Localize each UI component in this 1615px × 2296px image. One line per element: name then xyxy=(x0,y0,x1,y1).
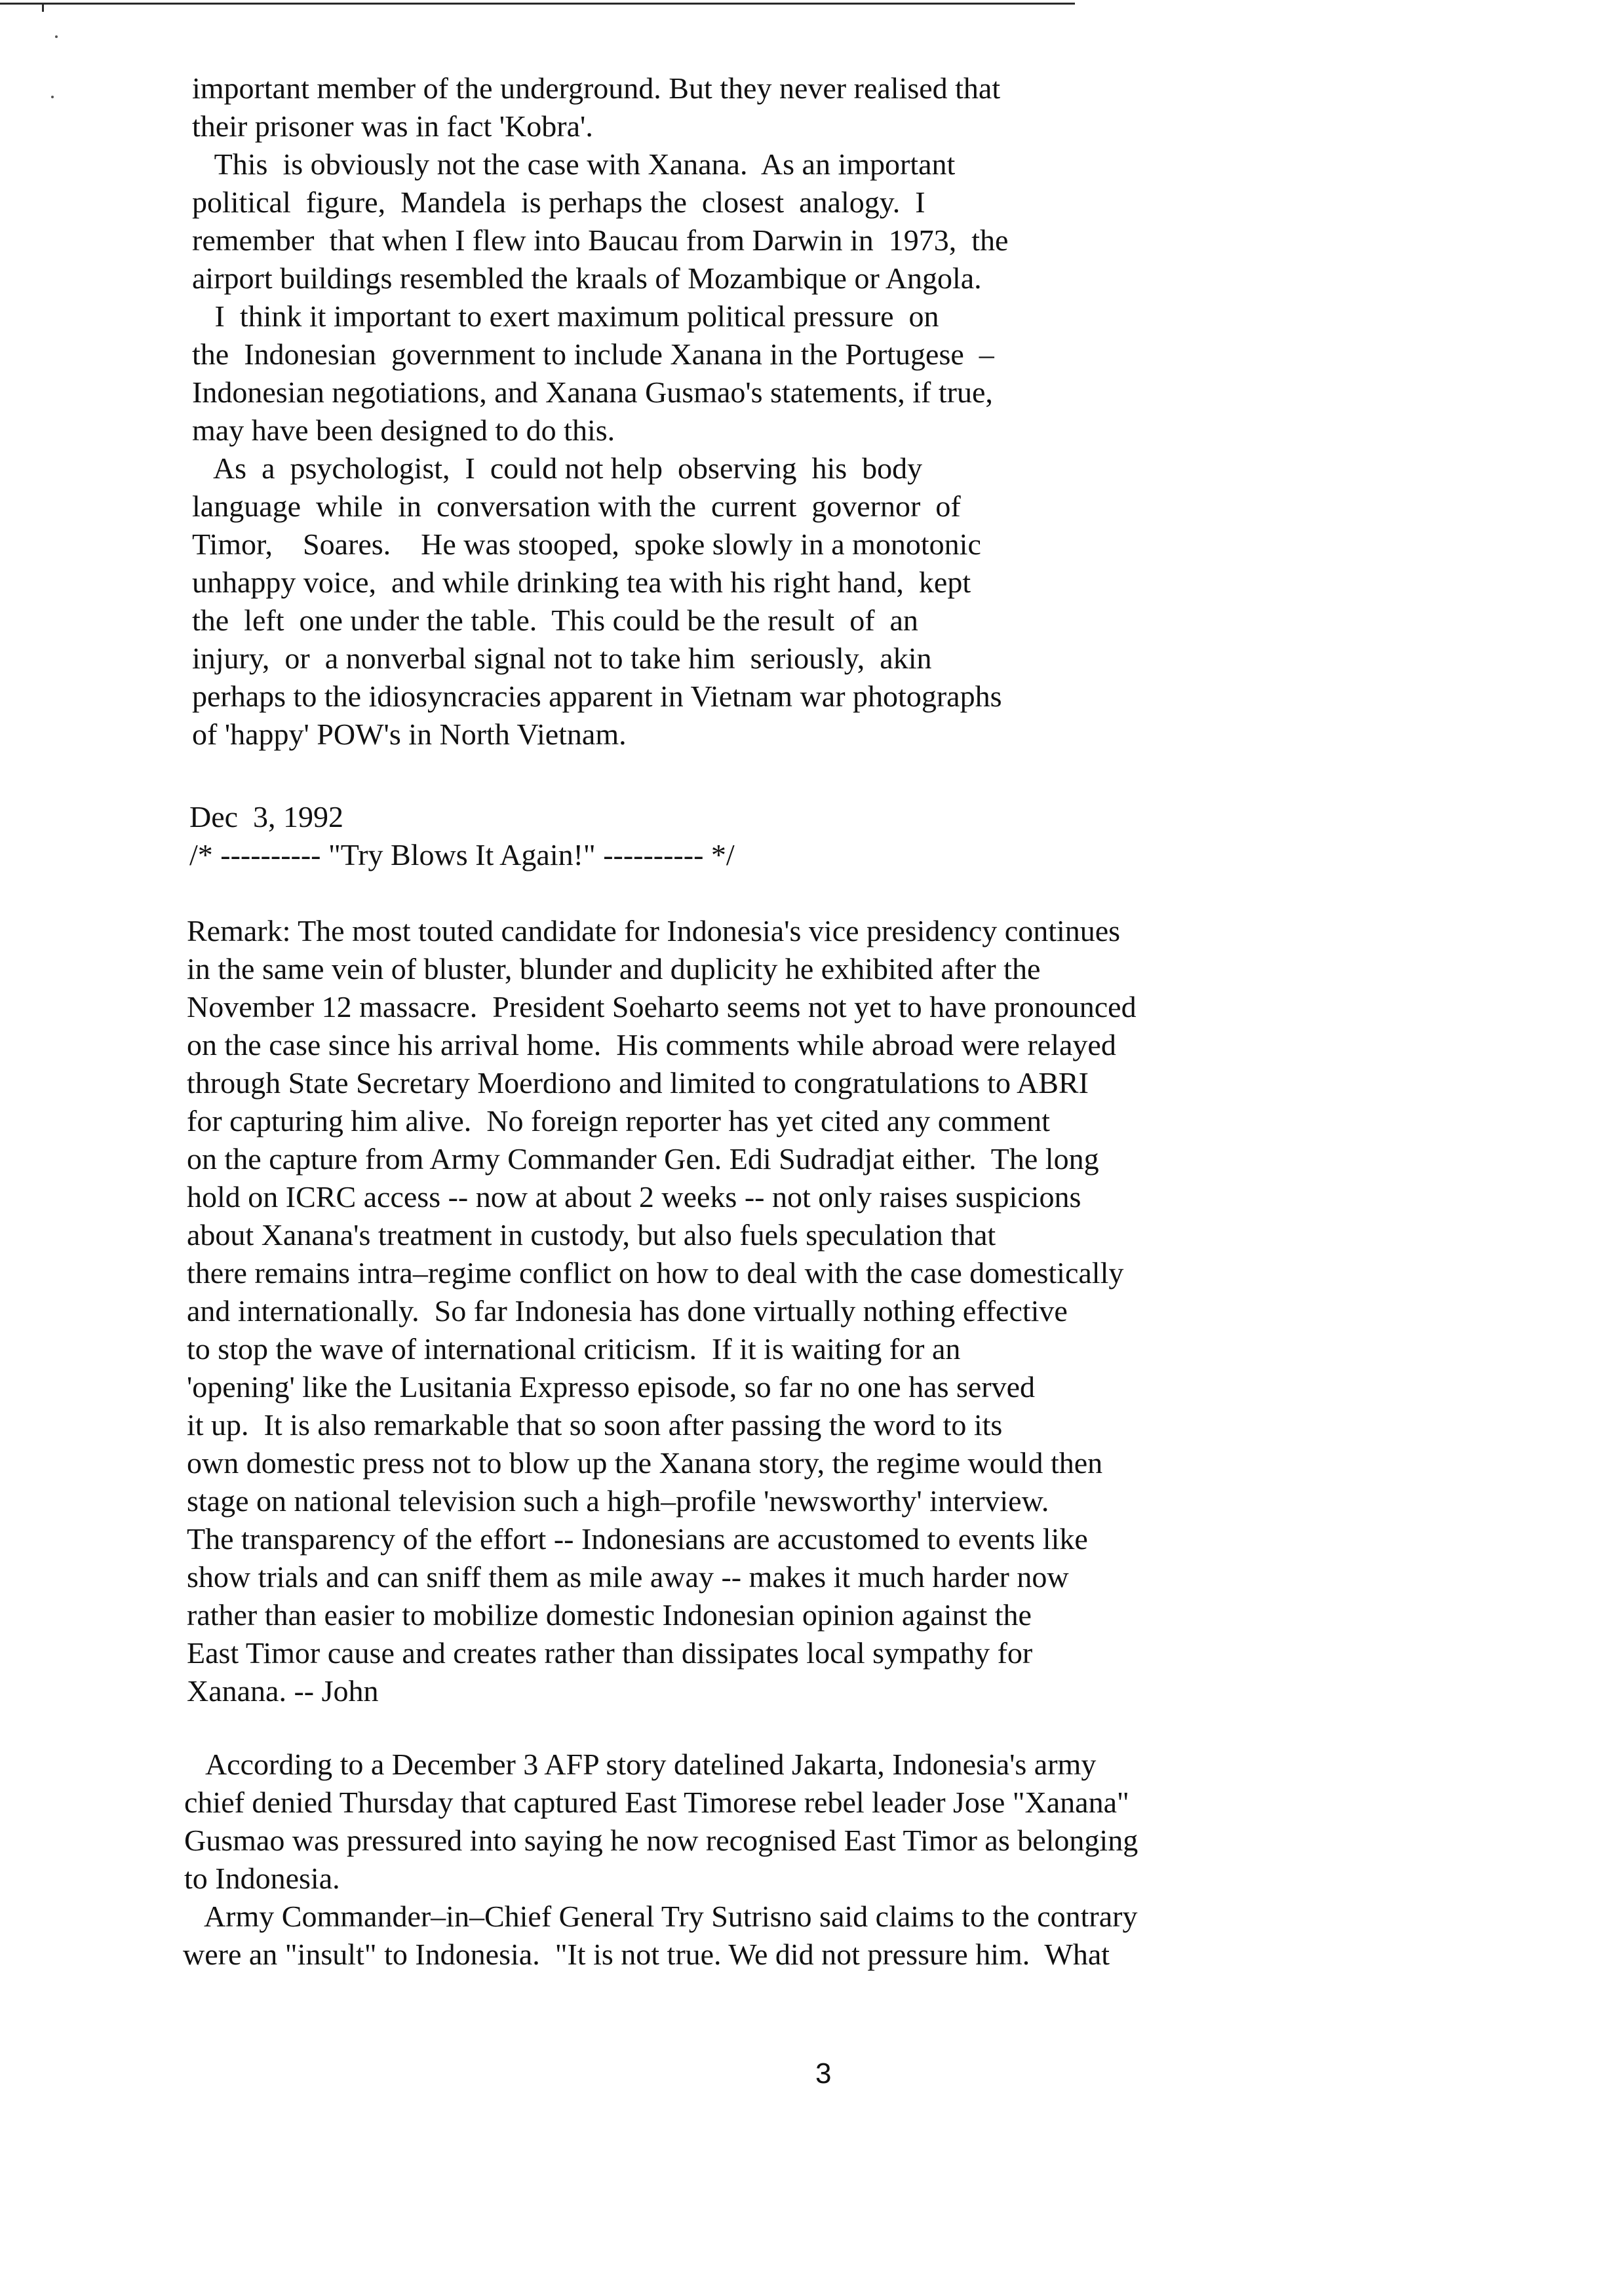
text-line: perhaps to the idiosyncracies apparent in Vietnam war photographs xyxy=(192,679,1002,713)
headline-line: /* ---------- "Try Blows It Again!" ---------- */ xyxy=(189,838,735,871)
text-line: stage on national television such a high–profile 'newsworthy' interview. xyxy=(187,1484,1049,1518)
text-line: to Indonesia. xyxy=(184,1862,340,1895)
text-line: show trials and can sniff them as mile away -- makes it much harder now xyxy=(187,1560,1069,1594)
text-line: I think it important to exert maximum political pressure on xyxy=(192,299,939,333)
text-line: their prisoner was in fact 'Kobra'. xyxy=(192,109,593,143)
text-line: remember that when I flew into Baucau from Darwin in 1973, the xyxy=(192,223,1009,257)
text-line: through State Secretary Moerdiono and limited to congratulations to ABRI xyxy=(187,1066,1089,1100)
text-line: Remark: The most touted candidate for Indonesia's vice presidency continues xyxy=(187,914,1121,947)
text-line: This is obviously not the case with Xanana. As an important xyxy=(192,147,956,181)
text-line: it up. It is also remarkable that so soon after passing the word to its xyxy=(187,1408,1003,1442)
text-line: chief denied Thursday that captured East Timorese rebel leader Jose "Xanana" xyxy=(184,1786,1129,1819)
text-line: the left one under the table. This could be the result of an xyxy=(192,603,918,637)
text-line: Gusmao was pressured into saying he now recognised East Timor as belonging xyxy=(184,1824,1138,1857)
text-line: there remains intra–regime conflict on how to deal with the case domestically xyxy=(187,1256,1124,1290)
text-line: may have been designed to do this. xyxy=(192,413,615,447)
text-line: airport buildings resembled the kraals of Mozambique or Angola. xyxy=(192,261,982,295)
text-line: on the case since his arrival home. His comments while abroad were relayed xyxy=(187,1028,1116,1062)
text-line: for capturing him alive. No foreign reporter has yet cited any comment xyxy=(187,1104,1050,1138)
text-line: The transparency of the effort -- Indonesians are accustomed to events like xyxy=(187,1522,1088,1556)
text-line: were an "insult" to Indonesia. "It is not true. We did not pressure him. What xyxy=(183,1938,1110,1971)
text-line: 'opening' like the Lusitania Expresso episode, so far no one has served xyxy=(187,1370,1036,1404)
date-line: Dec 3, 1992 xyxy=(189,800,344,833)
text-line: East Timor cause and creates rather than dissipates local sympathy for xyxy=(187,1636,1033,1670)
text-line: language while in conversation with the current governor of xyxy=(192,489,961,523)
text-line: As a psychologist, I could not help observing his body xyxy=(192,451,923,485)
text-line: to stop the wave of international criticism. If it is waiting for an xyxy=(187,1332,961,1366)
text-line: and internationally. So far Indonesia has done virtually nothing effective xyxy=(187,1294,1068,1328)
text-line: in the same vein of bluster, blunder and duplicity he exhibited after the xyxy=(187,952,1041,985)
text-line: important member of the underground. But they never realised that xyxy=(192,71,1001,105)
text-line: on the capture from Army Commander Gen. Edi Sudradjat either. The long xyxy=(187,1142,1099,1176)
text-line: unhappy voice, and while drinking tea with his right hand, kept xyxy=(192,565,971,599)
text-line: Xanana. -- John xyxy=(187,1674,379,1708)
text-line: Army Commander–in–Chief General Try Sutrisno said claims to the contrary xyxy=(183,1900,1138,1933)
text-line: hold on ICRC access -- now at about 2 weeks -- not only raises suspicions xyxy=(187,1180,1081,1214)
text-line: injury, or a nonverbal signal not to take him seriously, akin xyxy=(192,641,932,675)
text-line: about Xanana's treatment in custody, but also fuels speculation that xyxy=(187,1218,996,1252)
text-line: Indonesian negotiations, and Xanana Gusmao's statements, if true, xyxy=(192,375,993,409)
text-line: According to a December 3 AFP story datelined Jakarta, Indonesia's army xyxy=(184,1748,1097,1781)
text-line: own domestic press not to blow up the Xanana story, the regime would then xyxy=(187,1446,1103,1480)
text-line: November 12 massacre. President Soeharto seems not yet to have pronounced xyxy=(187,990,1137,1024)
text-line: Timor, Soares. He was stooped, spoke slowly in a monotonic xyxy=(192,527,981,561)
page-number: 3 xyxy=(815,2057,832,2090)
text-line: political figure, Mandela is perhaps the closest analogy. I xyxy=(192,185,925,219)
text-line: rather than easier to mobilize domestic Indonesian opinion against the xyxy=(187,1598,1032,1632)
text-line: of 'happy' POW's in North Vietnam. xyxy=(192,718,627,751)
text-line: the Indonesian government to include Xanana in the Portugese – xyxy=(192,337,994,371)
